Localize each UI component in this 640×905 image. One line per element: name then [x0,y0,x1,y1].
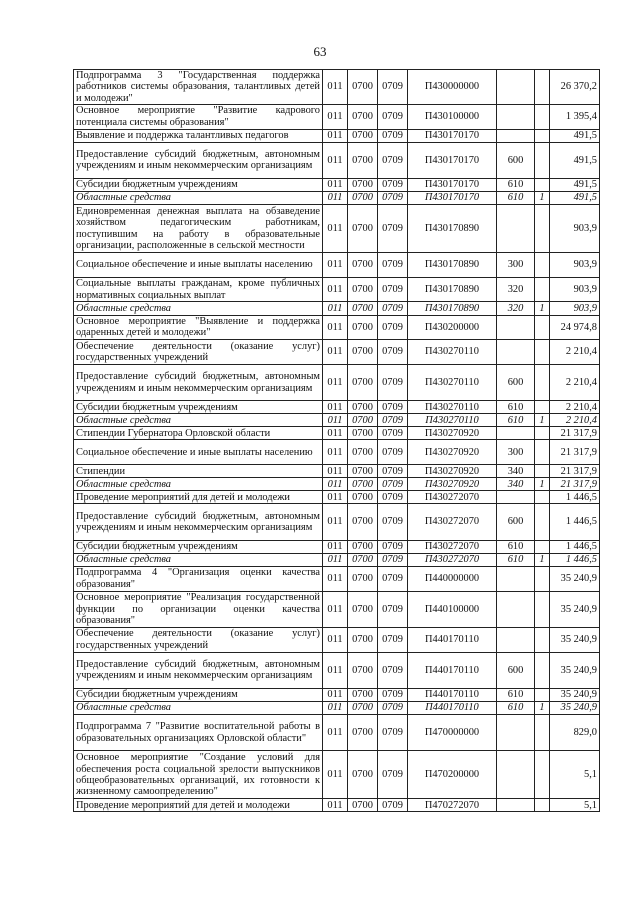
table-row [74,340,600,365]
row-source-code: 1 [535,414,550,427]
row-name: Проведение мероприятий для детей и молодежи [74,799,323,812]
row-source-code [535,652,550,688]
row-amount: 2 210,4 [550,414,600,427]
row-ministry-code: 011 [323,491,348,504]
row-name: Обеспечение деятельности (оказание услуг) государственных учреждений [74,627,323,652]
row-name: Областные средства [74,414,323,427]
row-source-code [535,591,550,627]
row-subsection-code: 0709 [378,178,408,191]
table-row [74,302,600,315]
table-row [74,104,600,129]
row-name: Единовременная денежная выплата на обзаведение хозяйством педагогическим работникам, поступившим на работу в образовательные организации, расположенные в сельской местности [74,205,323,253]
row-ministry-code: 011 [323,715,348,751]
row-section-code: 0700 [348,277,378,302]
row-source-code [535,427,550,440]
row-ministry-code: 011 [323,414,348,427]
row-name: Областные средства [74,302,323,315]
row-subsection-code: 0709 [378,104,408,129]
row-section-code: 0700 [348,553,378,566]
row-target-article: П440000000 [408,566,497,591]
row-amount: 1 446,5 [550,504,600,540]
row-expense-type: 320 [497,277,535,302]
row-target-article: П430270920 [408,427,497,440]
row-target-article: П440170110 [408,701,497,714]
table-row [74,364,600,400]
row-name: Подпрограмма 7 "Развитие воспитательной работы в образовательных организациях Орловской области" [74,715,323,751]
row-ministry-code: 011 [323,192,348,205]
row-name: Субсидии бюджетным учреждениям [74,401,323,414]
row-name: Предоставление субсидий бюджетным, автономным учреждениям и иным некоммерческим организациям [74,142,323,178]
row-name: Предоставление субсидий бюджетным, автономным учреждениям и иным некоммерческим организациям [74,504,323,540]
row-ministry-code: 011 [323,205,348,253]
row-amount: 2 210,4 [550,340,600,365]
row-name: Стипендии Губернатора Орловской области [74,427,323,440]
row-ministry-code: 011 [323,465,348,478]
table-row [74,70,600,105]
row-name: Выявление и поддержка талантливых педагогов [74,129,323,142]
row-amount: 21 317,9 [550,465,600,478]
row-section-code: 0700 [348,253,378,278]
row-subsection-code: 0709 [378,504,408,540]
row-ministry-code: 011 [323,315,348,340]
row-ministry-code: 011 [323,440,348,465]
table-row [74,478,600,491]
row-ministry-code: 011 [323,701,348,714]
row-expense-type: 300 [497,253,535,278]
row-name: Предоставление субсидий бюджетным, автономным учреждениям и иным некоммерческим организациям [74,364,323,400]
row-ministry-code: 011 [323,478,348,491]
row-ministry-code: 011 [323,142,348,178]
table-row [74,315,600,340]
row-source-code [535,205,550,253]
row-name: Субсидии бюджетным учреждениям [74,178,323,191]
row-section-code: 0700 [348,142,378,178]
row-ministry-code: 011 [323,401,348,414]
row-ministry-code: 011 [323,178,348,191]
row-section-code: 0700 [348,540,378,553]
row-expense-type: 340 [497,465,535,478]
row-source-code [535,277,550,302]
row-name: Областные средства [74,192,323,205]
table-row [74,566,600,591]
row-subsection-code: 0709 [378,553,408,566]
row-subsection-code: 0709 [378,277,408,302]
row-target-article: П430000000 [408,70,497,105]
row-source-code [535,104,550,129]
row-section-code: 0700 [348,302,378,315]
table-row [74,440,600,465]
table-row [74,688,600,701]
row-expense-type: 610 [497,401,535,414]
row-target-article: П430270110 [408,414,497,427]
row-name: Социальное обеспечение и иные выплаты населению [74,253,323,278]
row-expense-type [497,799,535,812]
table-row [74,751,600,799]
row-name: Подпрограмма 3 "Государственная поддержка работников системы образования, талантливых детей и молодежи" [74,70,323,105]
row-expense-type [497,340,535,365]
row-source-code [535,253,550,278]
row-source-code [535,129,550,142]
row-subsection-code: 0709 [378,414,408,427]
row-ministry-code: 011 [323,427,348,440]
table-row [74,465,600,478]
row-expense-type: 610 [497,540,535,553]
row-name: Проведение мероприятий для детей и молодежи [74,491,323,504]
row-source-code [535,340,550,365]
row-name: Социальные выплаты гражданам, кроме публичных нормативных социальных выплат [74,277,323,302]
row-amount: 35 240,9 [550,627,600,652]
row-amount: 491,5 [550,129,600,142]
row-section-code: 0700 [348,70,378,105]
row-amount: 491,5 [550,142,600,178]
table-row [74,715,600,751]
row-source-code [535,401,550,414]
row-section-code: 0700 [348,566,378,591]
page-number: 63 [313,44,327,59]
row-ministry-code: 011 [323,540,348,553]
row-name: Социальное обеспечение и иные выплаты населению [74,440,323,465]
row-ministry-code: 011 [323,70,348,105]
row-target-article: П430170890 [408,277,497,302]
row-name: Основное мероприятие "Реализация государственной функции по организации оценки качества образования" [74,591,323,627]
row-section-code: 0700 [348,364,378,400]
row-subsection-code: 0709 [378,701,408,714]
row-subsection-code: 0709 [378,364,408,400]
table-row [74,129,600,142]
row-name: Областные средства [74,553,323,566]
row-amount: 24 974,8 [550,315,600,340]
row-name: Подпрограмма 4 "Организация оценки качества образования" [74,566,323,591]
row-section-code: 0700 [348,440,378,465]
row-subsection-code: 0709 [378,799,408,812]
row-subsection-code: 0709 [378,627,408,652]
row-amount: 35 240,9 [550,591,600,627]
row-source-code [535,465,550,478]
row-expense-type [497,70,535,105]
row-name: Основное мероприятие "Развитие кадрового потенциала системы образования" [74,104,323,129]
row-target-article: П430272070 [408,491,497,504]
row-subsection-code: 0709 [378,427,408,440]
row-section-code: 0700 [348,104,378,129]
row-expense-type: 600 [497,652,535,688]
row-amount: 35 240,9 [550,652,600,688]
row-name: Предоставление субсидий бюджетным, автономным учреждениям и иным некоммерческим организациям [74,652,323,688]
row-section-code: 0700 [348,504,378,540]
row-ministry-code: 011 [323,591,348,627]
row-target-article: П430270920 [408,440,497,465]
row-section-code: 0700 [348,340,378,365]
row-amount: 35 240,9 [550,566,600,591]
row-source-code [535,688,550,701]
row-target-article: П430270110 [408,364,497,400]
row-ministry-code: 011 [323,302,348,315]
row-expense-type: 600 [497,504,535,540]
row-section-code: 0700 [348,205,378,253]
row-subsection-code: 0709 [378,70,408,105]
row-source-code: 1 [535,192,550,205]
row-expense-type: 300 [497,440,535,465]
table-row [74,701,600,714]
row-ministry-code: 011 [323,364,348,400]
row-subsection-code: 0709 [378,205,408,253]
row-target-article: П430170890 [408,253,497,278]
row-section-code: 0700 [348,491,378,504]
row-target-article: П430272070 [408,553,497,566]
row-subsection-code: 0709 [378,715,408,751]
row-target-article: П440100000 [408,591,497,627]
row-source-code [535,504,550,540]
row-subsection-code: 0709 [378,192,408,205]
row-source-code [535,440,550,465]
row-section-code: 0700 [348,178,378,191]
table-row [74,205,600,253]
row-expense-type: 610 [497,701,535,714]
row-ministry-code: 011 [323,553,348,566]
row-expense-type: 600 [497,364,535,400]
row-target-article: П440170110 [408,688,497,701]
row-subsection-code: 0709 [378,491,408,504]
row-target-article: П430170890 [408,205,497,253]
table-row [74,553,600,566]
row-target-article: П430270110 [408,340,497,365]
row-subsection-code: 0709 [378,401,408,414]
row-amount: 491,5 [550,192,600,205]
row-ministry-code: 011 [323,652,348,688]
row-amount: 35 240,9 [550,688,600,701]
row-ministry-code: 011 [323,253,348,278]
row-source-code [535,627,550,652]
row-source-code [535,178,550,191]
row-expense-type [497,315,535,340]
budget-table [73,69,600,812]
row-expense-type: 600 [497,142,535,178]
table-row [74,540,600,553]
row-target-article: П430170170 [408,178,497,191]
table-row [74,192,600,205]
row-ministry-code: 011 [323,340,348,365]
table-row [74,591,600,627]
row-target-article: П430272070 [408,504,497,540]
row-expense-type: 610 [497,688,535,701]
row-expense-type [497,627,535,652]
row-section-code: 0700 [348,414,378,427]
row-amount: 21 317,9 [550,478,600,491]
row-target-article: П440170110 [408,627,497,652]
table-row [74,277,600,302]
row-ministry-code: 011 [323,566,348,591]
row-expense-type: 320 [497,302,535,315]
row-ministry-code: 011 [323,504,348,540]
table-row [74,799,600,812]
row-expense-type: 610 [497,192,535,205]
row-source-code: 1 [535,553,550,566]
row-target-article: П430170170 [408,142,497,178]
row-expense-type: 340 [497,478,535,491]
row-section-code: 0700 [348,427,378,440]
row-amount: 1 446,5 [550,540,600,553]
row-amount: 35 240,9 [550,701,600,714]
table-row [74,427,600,440]
table-row [74,178,600,191]
row-amount: 903,9 [550,205,600,253]
row-expense-type [497,751,535,799]
row-target-article: П430170170 [408,192,497,205]
row-name: Обеспечение деятельности (оказание услуг) государственных учреждений [74,340,323,365]
row-source-code: 1 [535,701,550,714]
row-name: Субсидии бюджетным учреждениям [74,540,323,553]
row-expense-type [497,715,535,751]
row-subsection-code: 0709 [378,540,408,553]
row-amount: 5,1 [550,799,600,812]
table-row [74,627,600,652]
row-amount: 903,9 [550,253,600,278]
row-expense-type [497,205,535,253]
row-name: Основное мероприятие "Выявление и поддержка одаренных детей и молодежи" [74,315,323,340]
row-expense-type [497,591,535,627]
row-expense-type [497,129,535,142]
row-subsection-code: 0709 [378,440,408,465]
row-target-article: П430100000 [408,104,497,129]
row-amount: 491,5 [550,178,600,191]
row-ministry-code: 011 [323,751,348,799]
row-name: Субсидии бюджетным учреждениям [74,688,323,701]
row-section-code: 0700 [348,751,378,799]
row-ministry-code: 011 [323,627,348,652]
row-section-code: 0700 [348,591,378,627]
row-amount: 1 446,5 [550,491,600,504]
table-row [74,142,600,178]
row-section-code: 0700 [348,129,378,142]
row-subsection-code: 0709 [378,688,408,701]
row-name: Областные средства [74,701,323,714]
row-expense-type [497,427,535,440]
row-target-article: П470000000 [408,715,497,751]
row-subsection-code: 0709 [378,142,408,178]
row-section-code: 0700 [348,478,378,491]
row-amount: 26 370,2 [550,70,600,105]
row-section-code: 0700 [348,401,378,414]
row-name: Стипендии [74,465,323,478]
row-target-article: П430170890 [408,302,497,315]
row-expense-type [497,491,535,504]
row-ministry-code: 011 [323,104,348,129]
row-amount: 2 210,4 [550,364,600,400]
table-row [74,414,600,427]
row-subsection-code: 0709 [378,253,408,278]
row-target-article: П430270920 [408,478,497,491]
row-amount: 2 210,4 [550,401,600,414]
row-subsection-code: 0709 [378,465,408,478]
row-section-code: 0700 [348,315,378,340]
table-row [74,401,600,414]
row-target-article: П430270110 [408,401,497,414]
row-source-code [535,566,550,591]
row-subsection-code: 0709 [378,129,408,142]
row-amount: 903,9 [550,302,600,315]
row-source-code [535,491,550,504]
row-subsection-code: 0709 [378,315,408,340]
row-expense-type [497,566,535,591]
row-section-code: 0700 [348,652,378,688]
row-source-code [535,751,550,799]
row-expense-type: 610 [497,553,535,566]
row-section-code: 0700 [348,701,378,714]
row-name: Областные средства [74,478,323,491]
row-subsection-code: 0709 [378,340,408,365]
row-target-article: П430270920 [408,465,497,478]
row-name: Основное мероприятие "Создание условий для обеспечения роста социальной зрелости выпускников общеобразовательных организаций, их готовности к жизненному самоопределению" [74,751,323,799]
row-ministry-code: 011 [323,277,348,302]
table-row [74,504,600,540]
row-amount: 829,0 [550,715,600,751]
row-ministry-code: 011 [323,799,348,812]
row-amount: 1 395,4 [550,104,600,129]
row-section-code: 0700 [348,688,378,701]
row-amount: 903,9 [550,277,600,302]
row-source-code [535,540,550,553]
row-source-code [535,142,550,178]
row-amount: 21 317,9 [550,427,600,440]
row-source-code [535,364,550,400]
row-target-article: П430200000 [408,315,497,340]
row-ministry-code: 011 [323,129,348,142]
row-target-article: П430272070 [408,540,497,553]
row-target-article: П470200000 [408,751,497,799]
row-source-code [535,70,550,105]
budget-table-body [74,70,600,812]
row-subsection-code: 0709 [378,652,408,688]
row-subsection-code: 0709 [378,566,408,591]
row-target-article: П470272070 [408,799,497,812]
row-subsection-code: 0709 [378,302,408,315]
row-source-code: 1 [535,302,550,315]
row-source-code [535,715,550,751]
row-target-article: П430170170 [408,129,497,142]
row-target-article: П440170110 [408,652,497,688]
row-section-code: 0700 [348,715,378,751]
row-subsection-code: 0709 [378,751,408,799]
row-subsection-code: 0709 [378,591,408,627]
row-ministry-code: 011 [323,688,348,701]
row-section-code: 0700 [348,627,378,652]
row-amount: 21 317,9 [550,440,600,465]
row-section-code: 0700 [348,465,378,478]
row-amount: 1 446,5 [550,553,600,566]
row-subsection-code: 0709 [378,478,408,491]
row-source-code [535,799,550,812]
row-section-code: 0700 [348,192,378,205]
row-source-code [535,315,550,340]
table-row [74,253,600,278]
row-expense-type: 610 [497,178,535,191]
table-row [74,491,600,504]
row-source-code: 1 [535,478,550,491]
row-section-code: 0700 [348,799,378,812]
row-expense-type [497,104,535,129]
row-amount: 5,1 [550,751,600,799]
row-expense-type: 610 [497,414,535,427]
table-row [74,652,600,688]
